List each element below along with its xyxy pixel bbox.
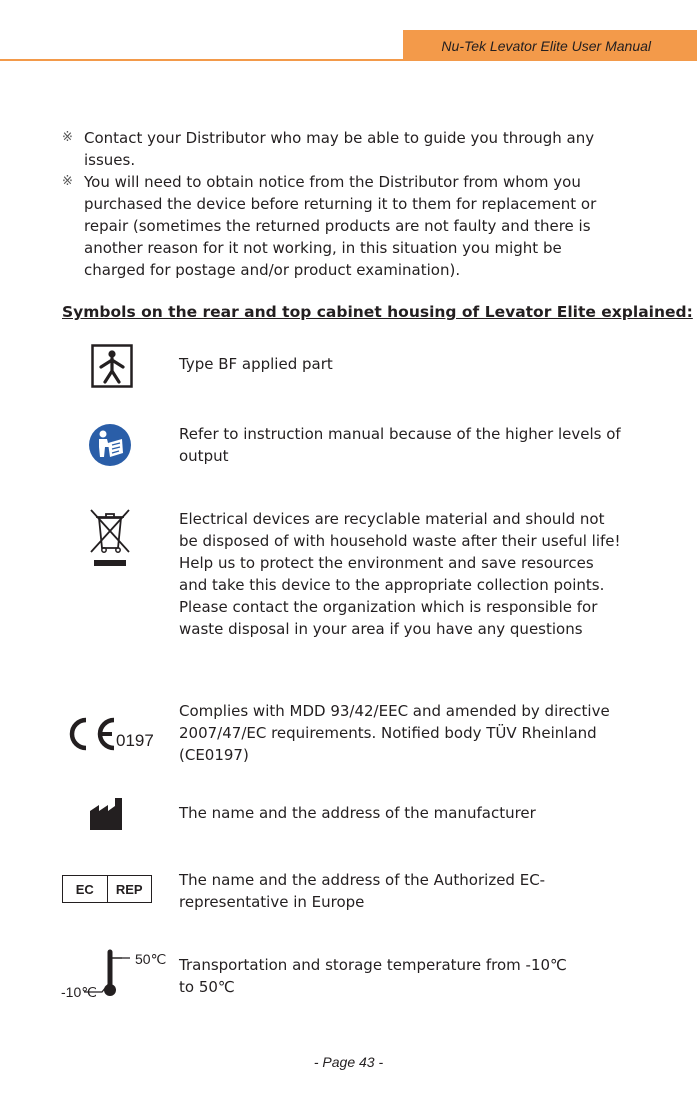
upper-temperature-label: 50℃	[135, 951, 167, 967]
symbol-description: The name and the address of the Authorized EC-representative in Europe	[179, 871, 546, 911]
note-text: Contact your Distributor who may be able to guide you through any issues.	[84, 129, 595, 169]
page-number: - Page 43 -	[313, 1054, 384, 1070]
header-title: Nu-Tek Levator Elite User Manual	[403, 30, 697, 61]
type-bf-applied-part-icon	[91, 344, 133, 388]
section-heading: Symbols on the rear and top cabinet housing of Levator Elite explained:	[62, 303, 693, 321]
ce-mark-icon	[62, 716, 120, 752]
symbol-description: Refer to instruction manual because of the higher levels of output	[179, 425, 621, 465]
manufacturer-icon	[89, 797, 125, 831]
lower-temperature-label: -10℃	[61, 984, 97, 1000]
ec-rep-icon	[62, 875, 152, 903]
symbol-description: Type BF applied part	[179, 355, 333, 373]
note-item	[62, 171, 622, 281]
note-item	[62, 127, 622, 171]
symbol-description: Transportation and storage temperature from -10℃ to 50℃	[179, 956, 567, 996]
instruction-manual-icon	[88, 423, 132, 467]
note-text: You will need to obtain notice from the Distributor from whom you purchased the device before returning it to them for replacement or repair (sometimes the returned products are not faulty and there is another reason for it not working, in this situation you might be charged for postage and/or product examination).	[84, 173, 597, 279]
reference-mark-icon: ※	[62, 130, 73, 145]
rep-label: REP	[115, 881, 143, 897]
ec-label: EC	[63, 876, 108, 902]
symbol-description: Complies with MDD 93/42/EEC and amended by directive 2007/47/EC requirements. Notified body TÜV Rheinland (CE0197)	[179, 702, 610, 764]
symbol-description: Electrical devices are recyclable material and should not be disposed of with household waste after their useful life! Help us to protect the environment and save resources and take this device to the appropriate collection points. Please contact the organization which is responsible for waste disposal in your area if you have any questions	[179, 510, 621, 638]
ce-notified-body-number: 0197	[116, 731, 154, 750]
reference-mark-icon: ※	[62, 174, 73, 189]
weee-crossed-bin-icon	[88, 508, 132, 568]
symbol-description: The name and the address of the manufacturer	[179, 804, 536, 822]
